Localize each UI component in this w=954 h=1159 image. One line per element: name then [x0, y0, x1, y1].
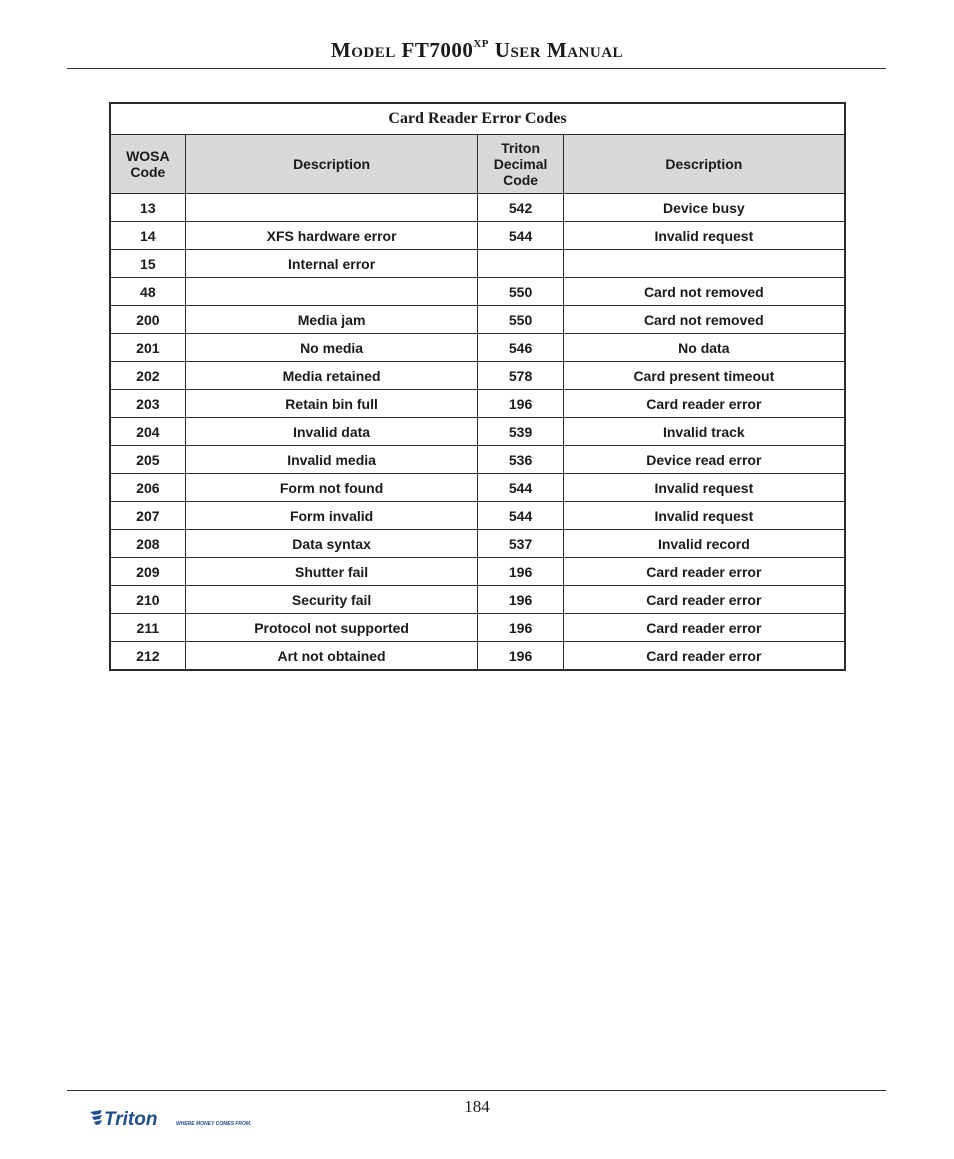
table-row	[110, 390, 845, 418]
header-triton-decimal-code: Triton Decimal Code	[478, 135, 563, 194]
triton-code-cell: 544	[478, 222, 563, 250]
table-row	[110, 306, 845, 334]
triton-description-cell: Device busy	[563, 194, 845, 222]
triton-code-cell: 544	[478, 502, 563, 530]
header-m: M	[330, 38, 352, 62]
wosa-code-cell: 13	[110, 194, 185, 222]
header-u: U	[494, 38, 511, 62]
wosa-description-cell: XFS hardware error	[185, 222, 478, 250]
table-row	[110, 642, 845, 671]
wosa-code-cell: 212	[110, 642, 185, 671]
triton-description-cell: Invalid record	[563, 530, 845, 558]
triton-code-cell: 542	[478, 194, 563, 222]
wosa-code-cell: 209	[110, 558, 185, 586]
triton-code-cell: 539	[478, 418, 563, 446]
table-body	[110, 194, 845, 671]
header-odel: ODEL	[351, 45, 396, 61]
triton-description-cell: Invalid request	[563, 222, 845, 250]
wosa-description-cell	[185, 278, 478, 306]
triton-description-cell: Invalid request	[563, 474, 845, 502]
page-number: 184	[464, 1097, 490, 1116]
wosa-code-cell: 201	[110, 334, 185, 362]
table-row	[110, 474, 845, 502]
table-row	[110, 558, 845, 586]
table-row	[110, 502, 845, 530]
wosa-description-cell: Form not found	[185, 474, 478, 502]
table-row	[110, 194, 845, 222]
wosa-code-cell: 210	[110, 586, 185, 614]
table-row	[110, 334, 845, 362]
triton-code-cell: 546	[478, 334, 563, 362]
error-codes-table-container	[109, 102, 846, 671]
wosa-code-cell: 14	[110, 222, 185, 250]
triton-description-cell: Card reader error	[563, 614, 845, 642]
wosa-description-cell: No media	[185, 334, 478, 362]
header-ser: SER	[510, 45, 542, 61]
wosa-description-cell	[185, 194, 478, 222]
triton-description-cell: Invalid track	[563, 418, 845, 446]
table-row	[110, 586, 845, 614]
table-title: Card Reader Error Codes	[110, 103, 845, 135]
triton-code-cell: 544	[478, 474, 563, 502]
header-anual: ANUAL	[567, 45, 624, 61]
header-model: FT7000	[401, 38, 474, 62]
triton-description-cell: Device read error	[563, 446, 845, 474]
header-description: Description	[185, 135, 478, 194]
wosa-code-cell: 203	[110, 390, 185, 418]
wosa-description-cell: Shutter fail	[185, 558, 478, 586]
wosa-code-cell: 207	[110, 502, 185, 530]
triton-logo	[88, 1108, 253, 1132]
table-row	[110, 446, 845, 474]
header-rule	[67, 68, 886, 69]
wosa-code-cell: 206	[110, 474, 185, 502]
wosa-code-cell: 211	[110, 614, 185, 642]
triton-code-cell: 578	[478, 362, 563, 390]
wosa-description-cell: Internal error	[185, 250, 478, 278]
running-header	[0, 38, 954, 63]
logo-tagline: WHERE MONEY COMES FROM.	[176, 1121, 252, 1127]
table-row	[110, 362, 845, 390]
table-row	[110, 418, 845, 446]
triton-code-cell: 196	[478, 390, 563, 418]
triton-description-cell: Invalid request	[563, 502, 845, 530]
triton-code-cell: 196	[478, 642, 563, 671]
table-header-row	[110, 135, 845, 194]
triton-description-cell: Card reader error	[563, 642, 845, 671]
triton-description-cell: No data	[563, 334, 845, 362]
triton-code-cell: 196	[478, 614, 563, 642]
wosa-description-cell: Art not obtained	[185, 642, 478, 671]
table-row	[110, 222, 845, 250]
triton-description-cell: Card reader error	[563, 586, 845, 614]
triton-code-cell: 537	[478, 530, 563, 558]
triton-code-cell: 536	[478, 446, 563, 474]
footer-rule	[67, 1090, 886, 1091]
triton-description-cell: Card present timeout	[563, 362, 845, 390]
wosa-code-cell: 205	[110, 446, 185, 474]
triton-description-cell: Card not removed	[563, 306, 845, 334]
logo-wordmark: Triton	[104, 1109, 158, 1130]
triton-description-cell: Card reader error	[563, 558, 845, 586]
wosa-code-cell: 204	[110, 418, 185, 446]
wosa-description-cell: Data syntax	[185, 530, 478, 558]
table-row	[110, 614, 845, 642]
wosa-code-cell: 208	[110, 530, 185, 558]
wosa-description-cell: Media retained	[185, 362, 478, 390]
wosa-code-cell: 15	[110, 250, 185, 278]
triton-code-cell: 550	[478, 278, 563, 306]
header-m2: M	[546, 38, 568, 62]
triton-code-cell: 196	[478, 586, 563, 614]
wosa-description-cell: Media jam	[185, 306, 478, 334]
triton-code-cell	[478, 250, 563, 278]
wosa-description-cell: Security fail	[185, 586, 478, 614]
triton-description-cell: Card not removed	[563, 278, 845, 306]
triton-description-cell: Card reader error	[563, 390, 845, 418]
triton-code-cell: 196	[478, 558, 563, 586]
triton-code-cell: 550	[478, 306, 563, 334]
table-row	[110, 530, 845, 558]
wosa-code-cell: 202	[110, 362, 185, 390]
wosa-description-cell: Protocol not supported	[185, 614, 478, 642]
wosa-description-cell: Form invalid	[185, 502, 478, 530]
wosa-description-cell: Invalid media	[185, 446, 478, 474]
header-sup: XP	[473, 38, 490, 50]
triton-description-cell	[563, 250, 845, 278]
header-description-2: Description	[563, 135, 845, 194]
wosa-code-cell: 48	[110, 278, 185, 306]
card-reader-error-codes-table	[109, 102, 846, 671]
header-wosa-code: WOSA Code	[110, 135, 185, 194]
wosa-description-cell: Retain bin full	[185, 390, 478, 418]
table-row	[110, 278, 845, 306]
wosa-code-cell: 200	[110, 306, 185, 334]
wosa-description-cell: Invalid data	[185, 418, 478, 446]
table-row	[110, 250, 845, 278]
